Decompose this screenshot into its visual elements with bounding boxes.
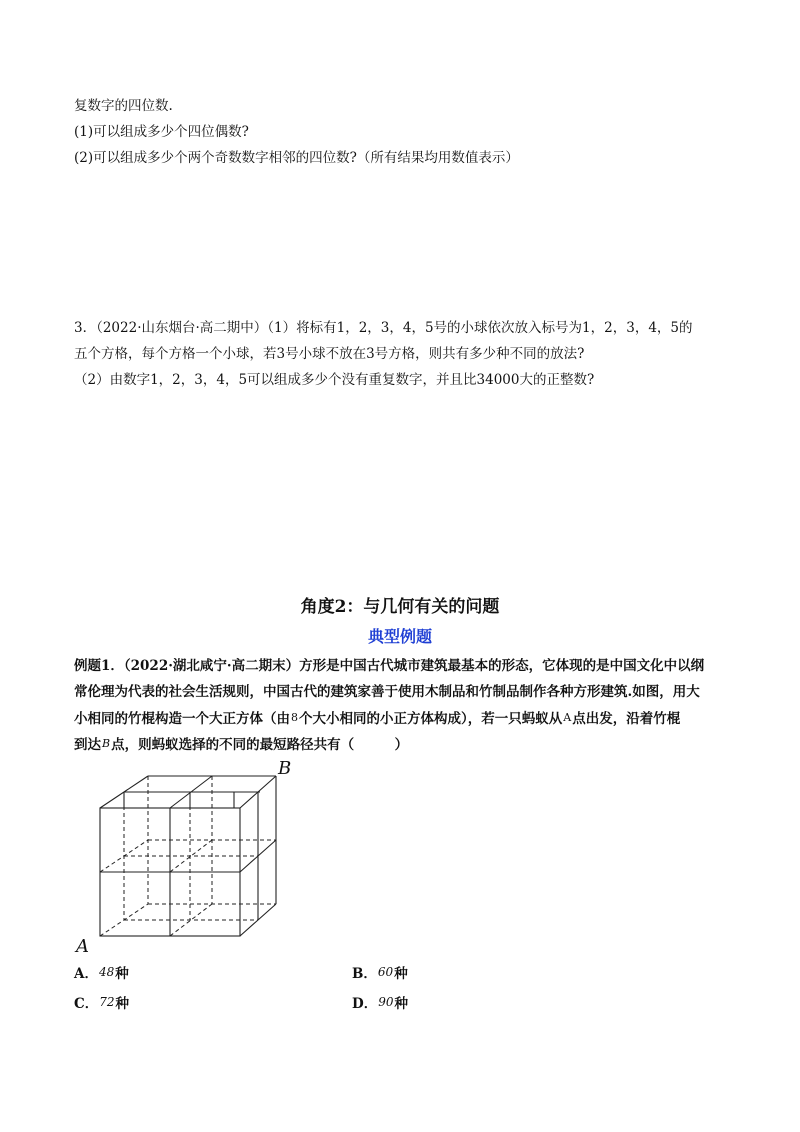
section-subtitle: 典型例题: [367, 627, 432, 646]
option-b-value: 60: [377, 965, 394, 979]
example-line-4-b: 点，则蚂蚁选择的不同的最短路径共有（ ）: [111, 737, 409, 753]
label-a: A: [76, 936, 89, 956]
example-line-2: 常伦理为代表的社会生活规则，中国古代的建筑家善于使用木制品和竹制品制作各种方形建筑.如图，用大: [74, 684, 700, 700]
example-line-3: [74, 708, 680, 729]
option-c-value: 72: [99, 995, 115, 1009]
example-line-3-a: 小相同的竹棍构造一个大正方体（由: [74, 711, 290, 727]
question-part-2: (2)可以组成多少个两个奇数数字相邻的四位数?（所有结果均用数值表示）: [74, 150, 519, 166]
option-a-unit: 种: [115, 966, 129, 982]
example-line-3-c: 点出发，沿着竹棍: [572, 711, 681, 727]
q3-line-2: 五个方格，每个方格一个小球，若3号小球不放在3号方格，则共有多少种不同的放法?: [74, 346, 585, 362]
option-b[interactable]: [352, 962, 408, 982]
option-c-unit: 种: [115, 996, 130, 1012]
cube-figure: [70, 756, 300, 956]
example-var-a: A: [563, 711, 572, 724]
option-b-letter: B．: [352, 966, 377, 982]
example-var-8: 8: [291, 711, 298, 724]
example-line-1: 例题1．（2022·湖北咸宁·高二期末）方形是中国古代城市建筑最基本的形态，它体现的是中国文化中以纲: [74, 658, 705, 674]
q3-line-1: 3．（2022·山东烟台·高二期中）（1）将标有1，2，3，4，5号的小球依次放入标号为1，2，3，4，5的: [74, 320, 693, 336]
option-a[interactable]: [74, 962, 129, 982]
label-b: B: [278, 758, 292, 779]
example-var-b: B: [102, 737, 111, 750]
q3-line-3: （2）由数字1，2，3，4，5可以组成多少个没有重复数字，并且比34000大的正整数?: [74, 372, 595, 388]
option-c-letter: C．: [74, 996, 99, 1012]
option-a-value: 48: [98, 965, 115, 979]
option-b-unit: 种: [394, 966, 408, 982]
option-d-unit: 种: [394, 996, 408, 1012]
section-title: 角度2：与几何有关的问题: [300, 597, 500, 617]
option-d-letter: D．: [352, 996, 378, 1012]
option-a-letter: A．: [74, 966, 98, 982]
example-line-3-b: 个大小相同的小正方体构成），若一只蚂蚁从: [299, 711, 563, 727]
question-part-1: (1)可以组成多少个四位偶数?: [74, 124, 249, 140]
option-d-value: 90: [378, 995, 394, 1009]
option-c[interactable]: [74, 992, 129, 1012]
text-line-1: 复数字的四位数.: [74, 98, 173, 114]
option-d[interactable]: [352, 992, 408, 1012]
example-line-4-a: 到达: [74, 737, 101, 753]
example-line-4: [74, 734, 408, 755]
